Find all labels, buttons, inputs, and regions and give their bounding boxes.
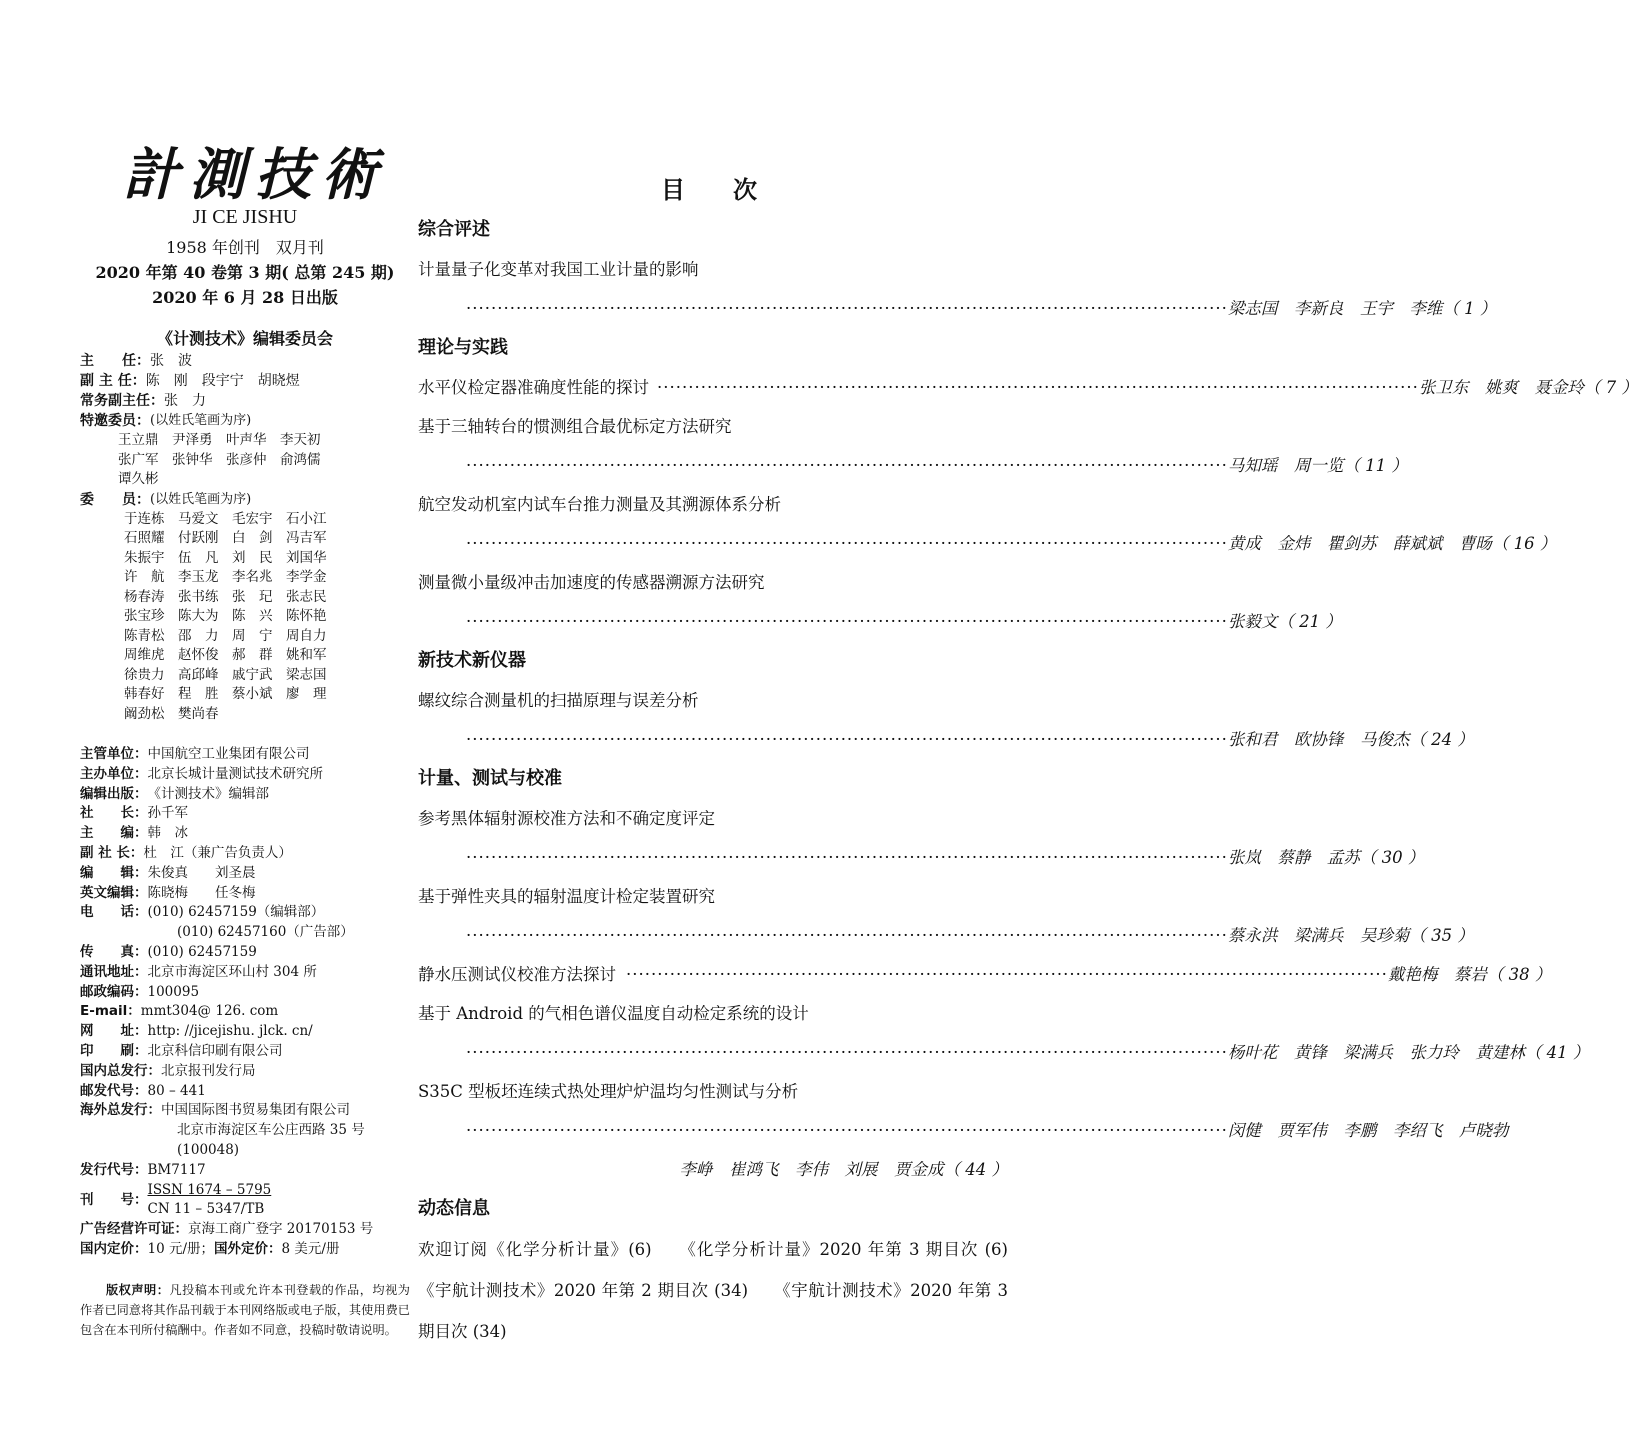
board-row — [80, 490, 410, 510]
pub-value: 北京长城计量测试技术研究所 — [147, 765, 323, 782]
pub-value: 100095 — [147, 983, 200, 1000]
board-value: 陈 刚 段宇宁 胡晓煜 — [145, 373, 300, 389]
pub-row — [80, 884, 410, 904]
pub-label: 广告经营许可证： — [80, 1221, 188, 1238]
section-heading: 动态信息 — [418, 1198, 490, 1219]
issn-number: ISSN 1674 – 5795 — [147, 1181, 272, 1198]
pub-label: 主 编： — [80, 825, 148, 842]
board-note: (以姓氏笔画为序) — [150, 491, 252, 507]
pub-label: 传 真： — [80, 943, 148, 960]
pub-value-stack — [148, 1181, 272, 1221]
article-authors: 蔡永洪 梁满兵 吴珍菊（ 35 ） — [1227, 926, 1474, 945]
pub-value: 孙千军 — [147, 805, 188, 822]
article-title[interactable]: 螺纹综合测量机的扫描原理与误差分析 — [418, 691, 699, 710]
pub-value: 杜 江（兼广告负责人） — [143, 844, 292, 861]
pub-label: 国外定价： — [214, 1240, 282, 1257]
pub-label: 电 话： — [80, 904, 148, 921]
dot-leader: ·························································································································· — [466, 456, 1228, 475]
pub-row — [80, 1002, 410, 1022]
pub-value: 京海工商广登字 20170153 号 — [188, 1221, 374, 1238]
pub-row — [80, 765, 410, 785]
pub-label: 编 辑： — [80, 864, 148, 881]
pub-row — [80, 943, 410, 963]
masthead — [80, 140, 410, 308]
article-line[interactable] — [418, 955, 1552, 994]
article-author-line — [418, 1033, 1590, 1072]
dot-leader: ·························································································································· — [657, 378, 1419, 397]
dot-leader: ·························································································································· — [626, 965, 1388, 984]
pub-label: 邮发代号： — [80, 1082, 148, 1099]
article-title[interactable]: 计量量子化变革对我国工业计量的影响 — [418, 260, 699, 279]
left-column — [80, 140, 410, 724]
board-row — [80, 351, 410, 371]
article-line[interactable] — [418, 368, 1638, 407]
pub-label: 英文编辑： — [80, 884, 148, 901]
overseas-address-1: 北京市海淀区车公庄西路 35 号 — [177, 1122, 365, 1139]
article-authors: 黄成 金炜 瞿剑苏 薛斌斌 曹旸（ 16 ） — [1227, 534, 1557, 553]
pub-label: 国内定价： — [80, 1240, 148, 1257]
article-authors: 戴艳梅 蔡岩（ 38 ） — [1387, 965, 1552, 984]
pub-value: 北京报刊发行局 — [161, 1062, 256, 1079]
copyright-notice — [80, 1280, 410, 1340]
pub-value: 中国航空工业集团有限公司 — [147, 746, 310, 762]
pub-label: 主管单位： — [80, 746, 148, 762]
pub-label: 国内总发行： — [80, 1062, 161, 1079]
section-heading: 理论与实践 — [418, 337, 508, 358]
editorial-board-title: 《计测技术》编辑委员会 — [156, 329, 333, 348]
invited-members: 王立鼎 尹泽勇 叶声华 李天初 张广军 张钟华 张彦仲 俞鸿儒 谭久彬 — [118, 432, 321, 487]
board-label: 副 主 任： — [80, 373, 146, 389]
pub-value: 10 元/册； — [147, 1240, 215, 1257]
toc-title: 目次 — [661, 176, 805, 204]
publication-info — [80, 745, 410, 1260]
pub-row — [80, 983, 410, 1003]
pub-value: 8 美元/册 — [281, 1240, 340, 1257]
journal-logo: 計測技術 — [123, 142, 387, 208]
pub-label: 发行代号： — [80, 1161, 148, 1178]
phone-2: (010) 62457160（广告部） — [177, 924, 354, 941]
pub-row — [80, 1161, 410, 1181]
article-author-line — [418, 289, 1497, 328]
pub-row — [80, 1220, 410, 1240]
board-row — [80, 371, 410, 391]
pub-value: (010) 62457159（编辑部） — [147, 904, 325, 921]
pub-label: 海外总发行： — [80, 1102, 161, 1119]
dot-leader: ·························································································································· — [466, 612, 1228, 631]
pub-value: BM7117 — [147, 1161, 206, 1178]
pub-row — [80, 824, 410, 844]
journal-pinyin: JI CE JISHU — [192, 206, 298, 228]
pub-row — [80, 1062, 410, 1082]
dot-leader: ·························································································································· — [466, 1121, 1228, 1140]
article-title[interactable]: 基于弹性夹具的辐射温度计检定装置研究 — [418, 887, 715, 906]
article-authors: 张和君 欧协锋 马俊杰（ 24 ） — [1227, 730, 1474, 749]
dot-leader: ·························································································································· — [466, 299, 1228, 318]
dot-leader: ·························································································································· — [466, 534, 1228, 553]
article-authors: 杨叶花 黄锋 梁满兵 张力玲 黄建林（ 41 ） — [1227, 1043, 1590, 1062]
pub-row — [80, 844, 410, 864]
pub-row — [80, 963, 410, 983]
pub-row — [80, 745, 410, 765]
dot-leader: ·························································································································· — [466, 730, 1228, 749]
pub-row — [80, 1181, 410, 1221]
board-note: (以姓氏笔画为序) — [150, 413, 252, 428]
dot-leader: ·························································································································· — [466, 848, 1228, 867]
pub-row — [80, 804, 410, 824]
board-members: 于连栋 马爱文 毛宏宇 石小江 石照耀 付跃刚 白 剑 冯吉军 朱振宇 伍 凡 刘 民 刘国华 许 航 李玉龙 李名兆 李学金 杨春涛 张书练 张 玘 张志民 张宝珍 陈大为 陈 兴 陈怀艳 陈青松 邵 力 周 宁 周自力 周维虎 赵怀俊 郝 群 姚和军 徐贵力 高邱峰 戚宁武 梁志国 韩春好 程 胜 蔡小斌 廖 理 阚劲松 樊尚春 — [124, 510, 327, 722]
pub-label: 印 刷： — [80, 1042, 148, 1059]
pub-row — [80, 785, 410, 805]
pub-row — [80, 1101, 410, 1121]
pub-value: 80 – 441 — [147, 1082, 206, 1099]
pub-label: 网 址： — [80, 1023, 148, 1040]
overseas-address-2: (100048) — [177, 1141, 240, 1158]
article-author-line — [418, 720, 1474, 759]
article-title[interactable]: 测量微小量级冲击加速度的传感器溯源方法研究 — [418, 573, 765, 592]
pub-value: http: //jicejishu. jlck. cn/ — [147, 1023, 313, 1040]
pub-label: 副 社 长： — [80, 844, 144, 861]
pub-label: 邮政编码： — [80, 983, 148, 1000]
pub-value: 《计测技术》编辑部 — [147, 785, 269, 802]
pub-row — [80, 1082, 410, 1102]
article-title[interactable]: 水平仪检定器准确度性能的探讨 — [418, 378, 649, 397]
article-author-line — [418, 602, 1342, 641]
article-author-line — [418, 916, 1474, 955]
board-label: 主 任： — [80, 353, 150, 369]
issue-info: 2020 年第 40 卷第 3 期( 总第 245 期) — [95, 263, 395, 282]
article-author-line — [418, 838, 1425, 877]
article-title[interactable]: 基于三轴转台的惯测组合最优标定方法研究 — [418, 417, 732, 436]
news-items: 欢迎订阅《化学分析计量》(6) 《化学分析计量》2020 年第 3 期目次 (6) 《宇航计测技术》2020 年第 2 期目次 (34) 《宇航计测技术》2020 年第 3 期目次 (34) — [418, 1240, 1041, 1341]
pub-value: mmt304@ 126. com — [140, 1003, 279, 1020]
article-author-line — [418, 1150, 1008, 1189]
pub-value: 朱俊真 刘圣晨 — [147, 864, 256, 881]
article-author-line — [418, 524, 1557, 563]
board-value: 张 波 — [150, 353, 192, 369]
article-title[interactable]: 基于 Android 的气相色谱仪温度自动检定系统的设计 — [418, 1004, 809, 1023]
article-authors: 梁志国 李新良 王宇 李维（ 1 ） — [1227, 299, 1497, 318]
board-label: 特邀委员： — [80, 413, 150, 429]
article-author-line — [418, 446, 1408, 485]
article-title[interactable]: S35C 型板坯连续式热处理炉炉温均匀性测试与分析 — [418, 1082, 799, 1101]
table-of-contents — [418, 170, 1638, 1352]
publish-date: 2020 年 6 月 28 日出版 — [152, 288, 338, 307]
pub-label: E-mail： — [80, 1003, 141, 1020]
article-authors: 马知瑶 周一览（ 11 ） — [1227, 456, 1408, 475]
copyright-text: 凡投稿本刊或允许本刊登载的作品，均视为作者已同意将其作品刊载于本刊网络版或电子版，其使用费已包含在本刊所付稿酬中。作者如不同意，投稿时敬请说明。 — [80, 1283, 410, 1337]
pub-label: 编辑出版： — [80, 785, 148, 802]
pub-label: 主办单位： — [80, 765, 148, 782]
pub-label: 社 长： — [80, 805, 148, 822]
board-label: 常务副主任： — [80, 393, 164, 409]
editorial-board — [80, 351, 410, 724]
board-label: 委 员： — [80, 491, 150, 508]
board-row — [80, 391, 410, 411]
pub-value: 陈晓梅 任冬梅 — [147, 884, 256, 901]
article-authors: 闵健 贾军伟 李鹏 李绍飞 卢晓勃 — [1227, 1121, 1509, 1140]
founded-info: 1958 年创刊 双月刊 — [166, 238, 324, 257]
article-title[interactable]: 参考黑体辐射源校准方法和不确定度评定 — [418, 809, 715, 828]
pub-value: (010) 62457159 — [147, 943, 257, 960]
pub-label: 刊 号： — [80, 1191, 148, 1208]
board-row — [80, 411, 410, 431]
dot-leader: ·························································································································· — [466, 926, 1228, 945]
section-heading: 综合评述 — [418, 219, 490, 240]
copyright-label: 版权声明： — [106, 1283, 170, 1297]
article-title[interactable]: 静水压测试仪校准方法探讨 — [418, 965, 616, 984]
pub-value: 北京市海淀区环山村 304 所 — [147, 963, 317, 980]
article-authors: 张岚 蔡静 孟苏（ 30 ） — [1227, 848, 1425, 867]
pub-value: 北京科信印刷有限公司 — [147, 1042, 283, 1059]
article-author-line — [418, 1111, 1509, 1150]
article-authors: 李峥 崔鸿飞 李伟 刘展 贾金成（ 44 ） — [679, 1160, 1008, 1179]
pub-row — [80, 1042, 410, 1062]
article-authors: 张卫东 姚爽 聂金玲（ 7 ） — [1418, 378, 1638, 397]
section-heading: 计量、测试与校准 — [418, 768, 562, 789]
dot-leader: ·························································································································· — [466, 1043, 1228, 1062]
article-authors: 张毅文（ 21 ） — [1227, 612, 1342, 631]
cn-number: CN 11 – 5347/TB — [147, 1201, 265, 1218]
pub-value: 中国国际图书贸易集团有限公司 — [161, 1102, 350, 1119]
section-heading: 新技术新仪器 — [418, 650, 526, 671]
pub-row — [80, 903, 410, 923]
article-title[interactable]: 航空发动机室内试车台推力测量及其溯源体系分析 — [418, 495, 781, 514]
pub-label: 通讯地址： — [80, 963, 148, 980]
board-value: 张 力 — [164, 393, 206, 409]
pub-row — [80, 1022, 410, 1042]
pub-row — [80, 1240, 410, 1260]
pub-value: 韩 冰 — [147, 825, 188, 842]
pub-row — [80, 864, 410, 884]
